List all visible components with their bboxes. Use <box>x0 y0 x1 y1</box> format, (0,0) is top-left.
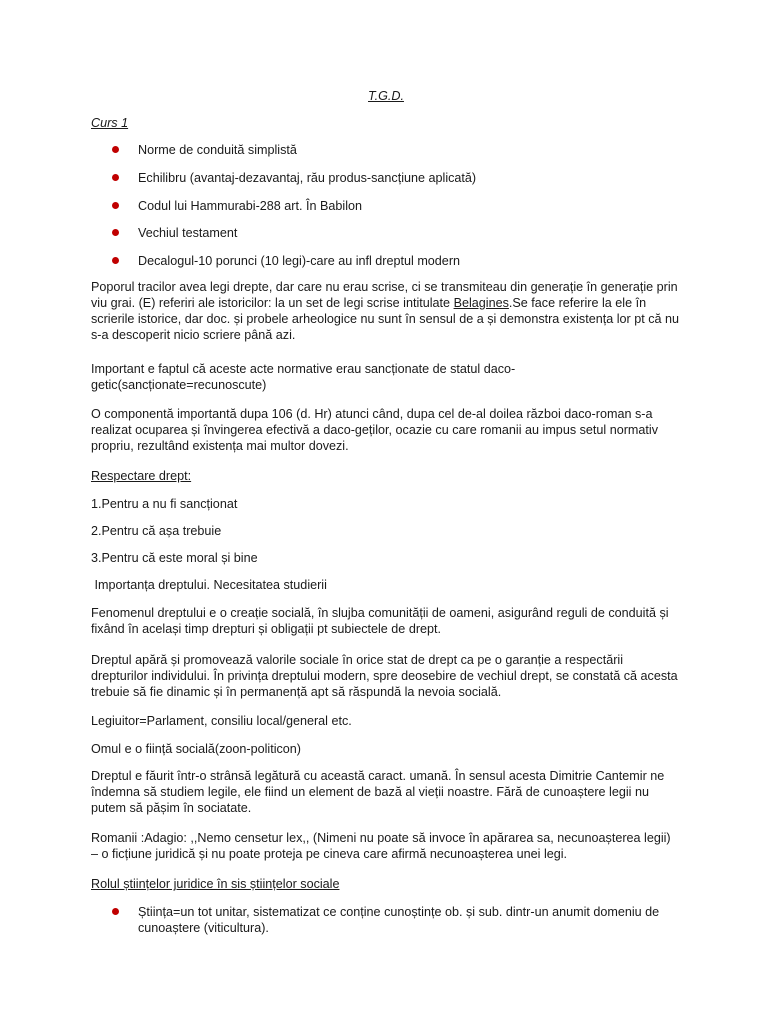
list-item: Norme de conduită simplistă <box>91 142 681 158</box>
reason-item: 1.Pentru a nu fi sancționat <box>91 497 238 511</box>
section-heading-legal-sciences: Rolul științelor juridice în sis științelor sociale <box>91 877 340 891</box>
list-item: Echilibru (avantaj-dezavantaj, rău produs-sancțiune aplicată) <box>91 170 681 186</box>
paragraph-legislator: Legiuitor=Parlament, consiliu local/general etc. <box>91 714 352 728</box>
list-item: Vechiul testament <box>91 225 681 241</box>
paragraph-social-being: Omul e o ființă socială(zoon-politicon) <box>91 742 301 756</box>
reason-item: 2.Pentru că așa trebuie <box>91 524 222 538</box>
bullet-icon <box>112 908 119 915</box>
paragraph-thracian-laws: Poporul tracilor avea legi drepte, dar care nu erau scrise, ci se transmiteau din generație în generație prin viu grai. (E) referiri ale istoricilor: la un set de legi scrise intitulate Belagines.Se face referire la ele în scrierile istorice, dar doc. și probele arheologice nu sunt în sensul de a și demonstra existența lor pt că nu s-a descoperit nicio scriere până azi. <box>91 280 680 342</box>
course-heading: Curs 1 <box>91 116 129 130</box>
belagines-term: Belagines <box>453 296 509 310</box>
document-title: T.G.D. <box>368 89 404 103</box>
paragraph-normative-acts: Important e faptul că aceste acte normative erau sancționate de statul daco-getic(sancționate=recunoscute) <box>91 362 516 392</box>
paragraph-romans-adage: Romanii :Adagio: ,,Nemo censetur lex,, (Nimeni nu poate să invoce în apărarea sa, necunoașterea legii) – o ficțiune juridică și nu poate proteja pe cineva care afirmă necunoașterea unei legi. <box>91 831 671 861</box>
reason-item: 3.Pentru că este moral și bine <box>91 551 258 565</box>
bullet-icon <box>112 229 119 236</box>
paragraph-social-creation: Fenomenul dreptului e o creație socială, în slujba comunității de oameni, asigurând reguli de conduită și fixând în același timp drepturi și obligații pt subiectele de drept. <box>91 606 669 636</box>
list-item: Decalogul-10 porunci (10 legi)-care au infl dreptul modern <box>91 253 681 269</box>
bullet-icon <box>112 146 119 153</box>
bullet-icon <box>112 202 119 209</box>
list-item: Codul lui Hammurabi-288 art. În Babilon <box>91 198 681 214</box>
bullet-icon <box>112 174 119 181</box>
paragraph-cantemir: Dreptul e făurit într-o strânsă legătură cu această caract. umană. În sensul acesta Dimitrie Cantemir ne îndemna să studiem legile, ele fiind un element de bază al vieții noastre. Fără de cunoaștere legii nu putem să pășim în sociatate. <box>91 769 665 815</box>
paragraph-importance: Importanța dreptului. Necesitatea studierii <box>91 578 327 592</box>
section-heading-respect: Respectare drept: <box>91 469 192 483</box>
bullet-icon <box>112 257 119 264</box>
paragraph-protects-values: Dreptul apără și promovează valorile sociale în orice stat de drept ca pe o garanție a respectării drepturilor individului. În privința dreptului modern, spre deosebire de vechiul drept, se constată că acesta trebuie să fie dinamic și în permanență apt să răspundă la nevoia socială. <box>91 653 678 699</box>
paragraph-roman-conquest: O componentă importantă dupa 106 (d. Hr) atunci când, dupa cel de-al doilea război daco-roman s-a realizat ocuparea și învingerea efectivă a daco-geților, ocazie cu care romanii au impus setul normativ propriu, rezultând existența mai multor dovezi. <box>91 407 659 453</box>
